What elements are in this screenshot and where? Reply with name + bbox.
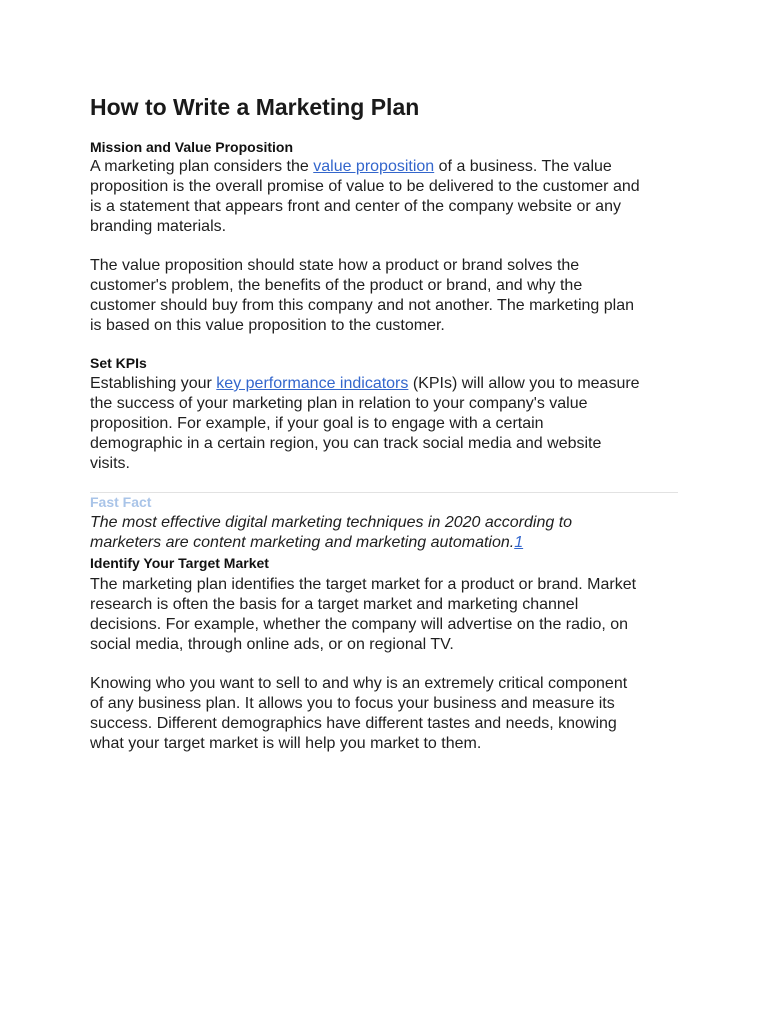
text-line: demographic in a certain region, you can track social media and website (90, 435, 602, 452)
section-heading-target-market: Identify Your Target Market (90, 555, 269, 571)
key-performance-indicators-link[interactable]: key performance indicators (216, 375, 409, 392)
text-fragment: Establishing your (90, 375, 217, 392)
text-line: of any business plan. It allows you to focus your business and measure its (90, 695, 615, 712)
target-paragraph-1 (90, 575, 690, 655)
text-line: The marketing plan identifies the target market for a product or brand. Market (90, 576, 637, 593)
text-fragment: A marketing plan considers the (90, 158, 314, 175)
text-line (90, 157, 690, 177)
text-line: social media, through online ads, or on regional TV. (90, 636, 454, 653)
text-line: research is often the basis for a target market and marketing channel (90, 596, 579, 613)
footnote-link[interactable]: 1 (514, 534, 524, 551)
mission-paragraph-1 (90, 157, 690, 237)
section-heading-mission: Mission and Value Proposition (90, 139, 294, 155)
text-line: proposition. For example, if your goal is to engage with a certain (90, 415, 544, 432)
page-title: How to Write a Marketing Plan (90, 94, 420, 120)
fast-fact-divider (90, 492, 678, 493)
text-line: proposition is the overall promise of value to be delivered to the customer and (90, 178, 640, 195)
text-line: success. Different demographics have different tastes and needs, knowing (90, 715, 617, 732)
text-fragment: of a business. The value (434, 158, 612, 175)
text-line (90, 374, 690, 394)
text-line (90, 533, 690, 553)
text-line: is a statement that appears front and center of the company website or any (90, 198, 621, 215)
kpis-paragraph (90, 374, 690, 474)
section-heading-kpis: Set KPIs (90, 355, 147, 371)
text-line: visits. (90, 455, 130, 472)
fast-fact-text (90, 513, 690, 553)
text-line: Knowing who you want to sell to and why is an extremely critical component (90, 675, 628, 692)
mission-paragraph-2 (90, 256, 690, 336)
text-line: customer's problem, the benefits of the product or brand, and why the (90, 277, 583, 294)
text-fragment: (KPIs) will allow you to measure (408, 375, 640, 392)
text-line: The most effective digital marketing techniques in 2020 according to (90, 514, 573, 531)
text-line: branding materials. (90, 218, 227, 235)
text-line: what your target market is will help you market to them. (90, 735, 482, 752)
target-paragraph-2 (90, 674, 690, 754)
text-line: customer should buy from this company and not another. The marketing plan (90, 297, 635, 314)
text-fragment: marketers are content marketing and marketing automation. (90, 534, 515, 551)
text-line: The value proposition should state how a product or brand solves the (90, 257, 580, 274)
text-line: the success of your marketing plan in relation to your company's value (90, 395, 588, 412)
fast-fact-label: Fast Fact (90, 494, 152, 510)
value-proposition-link[interactable]: value proposition (313, 158, 435, 175)
text-line: is based on this value proposition to the customer. (90, 317, 445, 334)
text-line: decisions. For example, whether the company will advertise on the radio, on (90, 616, 629, 633)
